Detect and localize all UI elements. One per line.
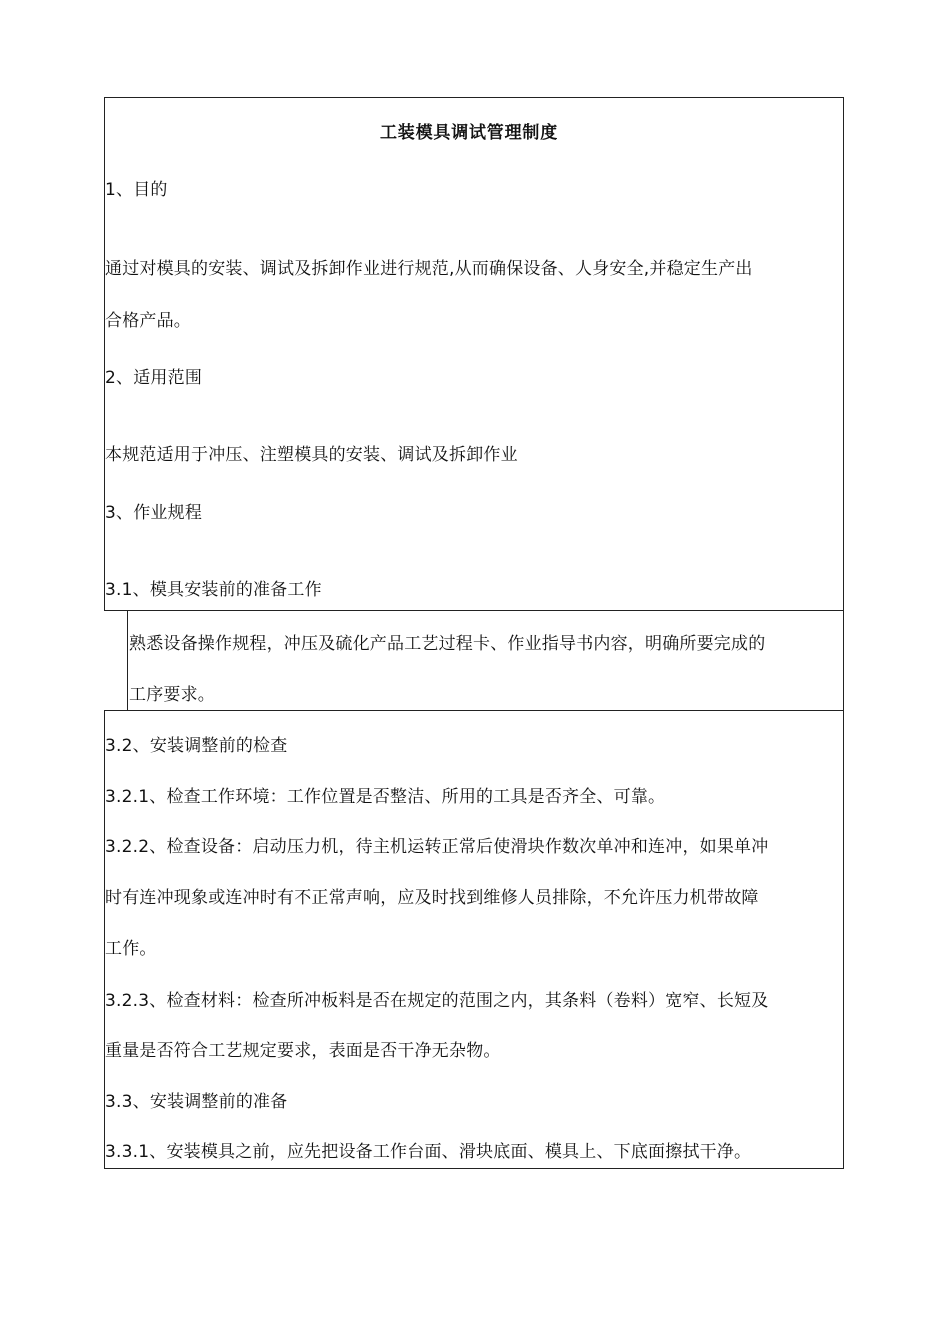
section-3-1-text-line-2: 工序要求。 — [129, 685, 215, 705]
section-3-1-heading: 3.1、模具安装前的准备工作 — [105, 580, 322, 600]
section-1-heading: 1、目的 — [105, 180, 168, 200]
section-box-3-1-content — [127, 610, 844, 711]
section-3-2-2-text-line-3: 工作。 — [105, 939, 157, 959]
section-3-2-1-text: 3.2.1、检查工作环境：工作位置是否整洁、所用的工具是否齐全、可靠。 — [105, 787, 666, 807]
section-3-heading: 3、作业规程 — [105, 503, 203, 523]
section-2-heading: 2、适用范围 — [105, 368, 203, 388]
section-1-text-line-2: 合格产品。 — [105, 311, 191, 331]
section-3-1-text-line-1: 熟悉设备操作规程，冲压及硫化产品工艺过程卡、作业指导书内容，明确所要完成的 — [129, 634, 766, 654]
section-3-2-2-text-line-1: 3.2.2、检查设备：启动压力机，待主机运转正常后使滑块作数次单冲和连冲，如果单冲 — [105, 837, 769, 857]
section-1-text-line-1: 通过对模具的安装、调试及拆卸作业进行规范,从而确保设备、人身安全,并稳定生产出 — [105, 259, 753, 279]
section-3-2-2-text-line-2: 时有连冲现象或连冲时有不正常声响，应及时找到维修人员排除，不允许压力机带故障 — [105, 888, 759, 908]
section-3-2-heading: 3.2、安装调整前的检查 — [105, 736, 288, 756]
section-3-3-heading: 3.3、安装调整前的准备 — [105, 1092, 288, 1112]
section-box-top — [104, 97, 844, 611]
document-title: 工装模具调试管理制度 — [380, 123, 558, 143]
section-3-2-3-text-line-2: 重量是否符合工艺规定要求，表面是否干净无杂物。 — [105, 1041, 501, 1061]
section-3-2-3-text-line-1: 3.2.3、检查材料：检查所冲板料是否在规定的范围之内，其条料（卷料）宽窄、长短及 — [105, 991, 769, 1011]
section-2-text: 本规范适用于冲压、注塑模具的安装、调试及拆卸作业 — [105, 445, 518, 465]
section-3-3-1-text: 3.3.1、安装模具之前，应先把设备工作台面、滑块底面、模具上、下底面擦拭干净。 — [105, 1142, 752, 1162]
